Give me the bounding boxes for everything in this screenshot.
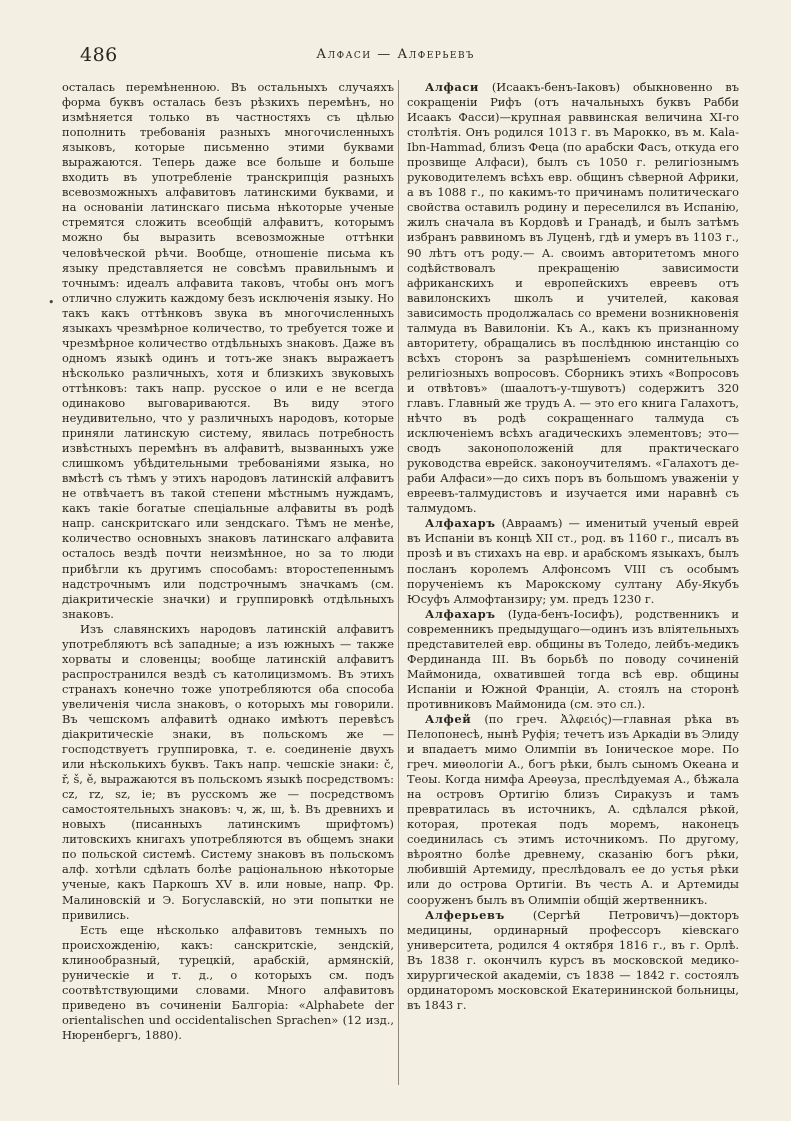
headword: Алферьевъ bbox=[425, 907, 505, 922]
entry-text: (Іуда-бенъ-Іосифъ), родственникъ и современникъ предыдущаго—одинъ изъ вліятельныхъ представителей евр. общины въ Толедо, лейбъ-медикъ Фердинанда III. Въ борьбѣ по поводу сочиненій Маймонида, охватившей тогда всѣ евр. общины Испаніи и Южной Франціи, А. стоялъ на сторонѣ противниковъ Маймонида (см. это сл.). bbox=[407, 606, 739, 711]
entry bbox=[407, 80, 739, 516]
entry-text: (по греч. Ἀλφειός)—главная рѣка въ Пелопонесѣ, нынѣ Руфія; течетъ изъ Аркадіи въ Элиду и впадаетъ мимо Олимпіи въ Іоническое море. По греч. миѳологіи А., богъ рѣки, былъ сыномъ Океана и Теоы. Когда нимфа Ареѳуза, преслѣдуемая А., бѣжала на островъ Ортигію близъ Сиракузъ и тамъ превратилась въ источникъ, А. сдѣлался рѣкой, которая, протекая подъ моремъ, наконецъ соединилась съ этимъ источникомъ. По другому, вѣроятно болѣе древнему, сказанію богъ рѣки, любившій Артемиду, преслѣдовалъ ее до устья рѣки или до острова Ортигіи. Въ честь А. и Артемиды сооруженъ былъ въ Олимпіи общій жертвенникъ. bbox=[407, 711, 739, 907]
paragraph: осталась перемѣненною. Въ остальныхъ случаяхъ форма буквъ осталась безъ рѣзкихъ перемѣнъ, но измѣняется только въ частностяхъ съ цѣлью пополнить требованія разныхъ многочисленныхъ языковъ, которые письменно этими буквами выражаются. Теперь даже все больше и больше входить въ употребленіе транскрипція разныхъ всевозможныхъ алфавитовъ латинскими буквами, и на основаніи латинскаго письма нѣкоторые ученые стремятся сложить всеобщій алфавитъ, которымъ можно бы выразить всевозможные оттѣнки человѣческой рѣчи. Вообще, отношеніе письма къ языку представляется не совсѣмъ правильнымъ и точнымъ: идеалъ алфавита таковъ, чтобы онъ могъ отлично служить каждому безъ исключенія языку. Но такъ какъ оттѣнковъ звука въ многочисленныхъ языкахъ чрезмѣрное количество, то требуется тоже и чрезмѣрное количество отдѣльныхъ знаковъ. Даже въ одномъ языкѣ одинъ и тотъ-же знакъ выражаетъ нѣсколько различныхъ, хотя и близкихъ звуковыхъ оттѣнковъ: такъ напр. русское о или е не всегда одинаково выговариваются. Въ виду этого неудивительно, что у различныхъ народовъ, которые приняли латинскую систему, явилась потребность извѣстныхъ перемѣнъ въ алфавитѣ, вызванныхъ уже слишкомъ убѣдительными требованіями языка, но вмѣстѣ съ тѣмъ у этихъ народовъ латинскій алфавитъ не отвѣчаетъ въ такой степени мѣстнымъ нуждамъ, какъ такіе богатые спеціальные алфавиты въ родѣ напр. санскритскаго или зендскаго. Тѣмъ не менѣе, количество основныхъ знаковъ латинскаго алфавита осталось вездѣ почти неизмѣнное, но за то люди прибѣгли къ другимъ способамъ: второстепеннымъ надстрочнымъ или подстрочнымъ значкамъ (см. діакритическіе значки) и группировкѣ отдѣльныхъ знаковъ. bbox=[62, 80, 394, 621]
column-divider bbox=[398, 80, 399, 1085]
entry-text: (Сергѣй Петровичъ)—докторъ медицины, ординарный профессоръ кіевскаго университета, родился 4 октября 1816 г., въ г. Орлѣ. Въ 1838 г. окончилъ курсъ въ московской медико-хирургической академіи, съ 1838 — 1842 г. состоялъ ординаторомъ московской Екатерининской больницы, въ 1843 г. bbox=[407, 907, 739, 1012]
entry bbox=[407, 712, 739, 908]
entry bbox=[407, 908, 739, 1013]
entry-text: (Исаакъ-бенъ-Іаковъ) обыкновенно въ сокращеніи Рифъ (отъ начальныхъ буквъ Рабби Исаакъ Фасси)—крупная раввинская величина XI-го столѣтія. Онъ родился 1013 г. въ Марокко, въ м. Kala-Ibn-Hammad, близъ Феца (по арабски Фасъ, откуда его прозвище Алфаси), былъ съ 1050 г. религіознымъ руководителемъ всѣхъ евр. общинъ сѣверной Африки, а въ 1088 г., по какимъ-то причинамъ политическаго свойства оставилъ родину и переселился въ Испанію, жилъ сначала въ Кордовѣ и Гранадѣ, и былъ затѣмъ избранъ раввиномъ въ Луценѣ, гдѣ и умеръ въ 1103 г., 90 лѣтъ отъ роду.— А. своимъ авторитетомъ много содѣйствовалъ прекращенію зависимости африканскихъ и европейскихъ евреевъ отъ вавилонскихъ школъ и учителей, каковая зависимость продолжалась со времени возникновенія талмуда въ Вавилоніи. Къ А., какъ къ признанному авторитету, обращались въ послѣднюю инстанцію со всѣхъ сторонъ за разрѣшеніемъ сомнительныхъ религіозныхъ вопросовъ. Сборникъ этихъ «Вопросовъ и отвѣтовъ» (шаалотъ-у-тшувотъ) содержитъ 320 главъ. Главный же трудъ А. — это его книга Галахотъ, нѣчто въ родѣ сокращеннаго талмуда съ исключеніемъ всѣхъ агадическихъ элементовъ; это—сводъ законоположеній для практическаго руководства еврейск. законоучителямъ. «Галахотъ де-раби Алфаси»—до сихъ поръ въ большомъ уваженіи у евреевъ-талмудистовъ и изучается ими наравнѣ съ талмудомъ. bbox=[407, 80, 739, 516]
left-column bbox=[62, 80, 394, 1080]
paragraph: Есть еще нѣсколько алфавитовъ темныхъ по происхожденію, какъ: санскритскіе, зендскій, клинообразный, турецкій, арабскій, армянскій, руническіе и т. д., о которыхъ см. подъ соотвѣтствующими словами. Много алфавитовъ приведено въ сочиненіи Балгоріа: «Alphabete der orientalischen und occidentalischen Sprachen» (12 изд., Нюренбергъ, 1880). bbox=[62, 922, 394, 1042]
headword: Алфахаръ bbox=[425, 516, 496, 531]
headword: Алфей bbox=[425, 711, 472, 726]
margin-mark: • bbox=[48, 296, 55, 309]
entry-text: (Авраамъ) — именитый ученый еврей въ Испаніи въ концѣ XII ст., род. въ 1160 г., писалъ въ прозѣ и въ стихахъ на евр. и арабскомъ языкахъ, былъ посланъ королемъ Алфонсомъ VIII съ особымъ порученіемъ къ Марокскому султану Абу-Якубъ Юсуфъ Алмофтанзиру; ум. предъ 1230 г. bbox=[407, 516, 739, 606]
entry bbox=[407, 607, 739, 712]
headword: Алфахаръ bbox=[425, 606, 496, 621]
running-title: Алфаси — Алферьевъ bbox=[316, 47, 475, 62]
paragraph: Изъ славянскихъ народовъ латинскій алфавитъ употребляютъ всѣ западные; а изъ южныхъ — также хорваты и словенцы; вообще латинскій алфавитъ распространился вездѣ съ католицизмомъ. Въ этихъ странахъ конечно тоже употребляются оба способа увеличенія числа знаковъ, о которыхъ мы говорили. Въ чешскомъ алфавитѣ однако имѣютъ перевѣсъ діакритическіе знаки, въ польскомъ же — господствуетъ группировка, т. е. соединеніе двухъ или нѣсколькихъ буквъ. Такъ напр. чешскіе знаки: č, ř, š, ě, выражаются въ польскомъ языкѣ посредствомъ: cz, rz, sz, ie; въ русскомъ же — посредствомъ самостоятельныхъ знаковъ: ч, ж, ш, ѣ. Въ древнихъ и новыхъ (писанныхъ латинскимъ шрифтомъ) литовскихъ книгахъ употребляются въ общемъ знаки по польской системѣ. Систему знаковъ въ польскомъ алф. хотѣли сдѣлать болѣе раціональною нѣкоторые ученые, какъ Паркошъ XV в. или новые, напр. Фр. Малиновскій и Э. Богуславскій, но эти попытки не привились. bbox=[62, 621, 394, 922]
headword: Алфаси bbox=[425, 80, 479, 94]
entry bbox=[407, 516, 739, 606]
right-column bbox=[407, 80, 739, 1080]
page-header bbox=[0, 44, 791, 70]
page-number: 486 bbox=[80, 44, 118, 66]
